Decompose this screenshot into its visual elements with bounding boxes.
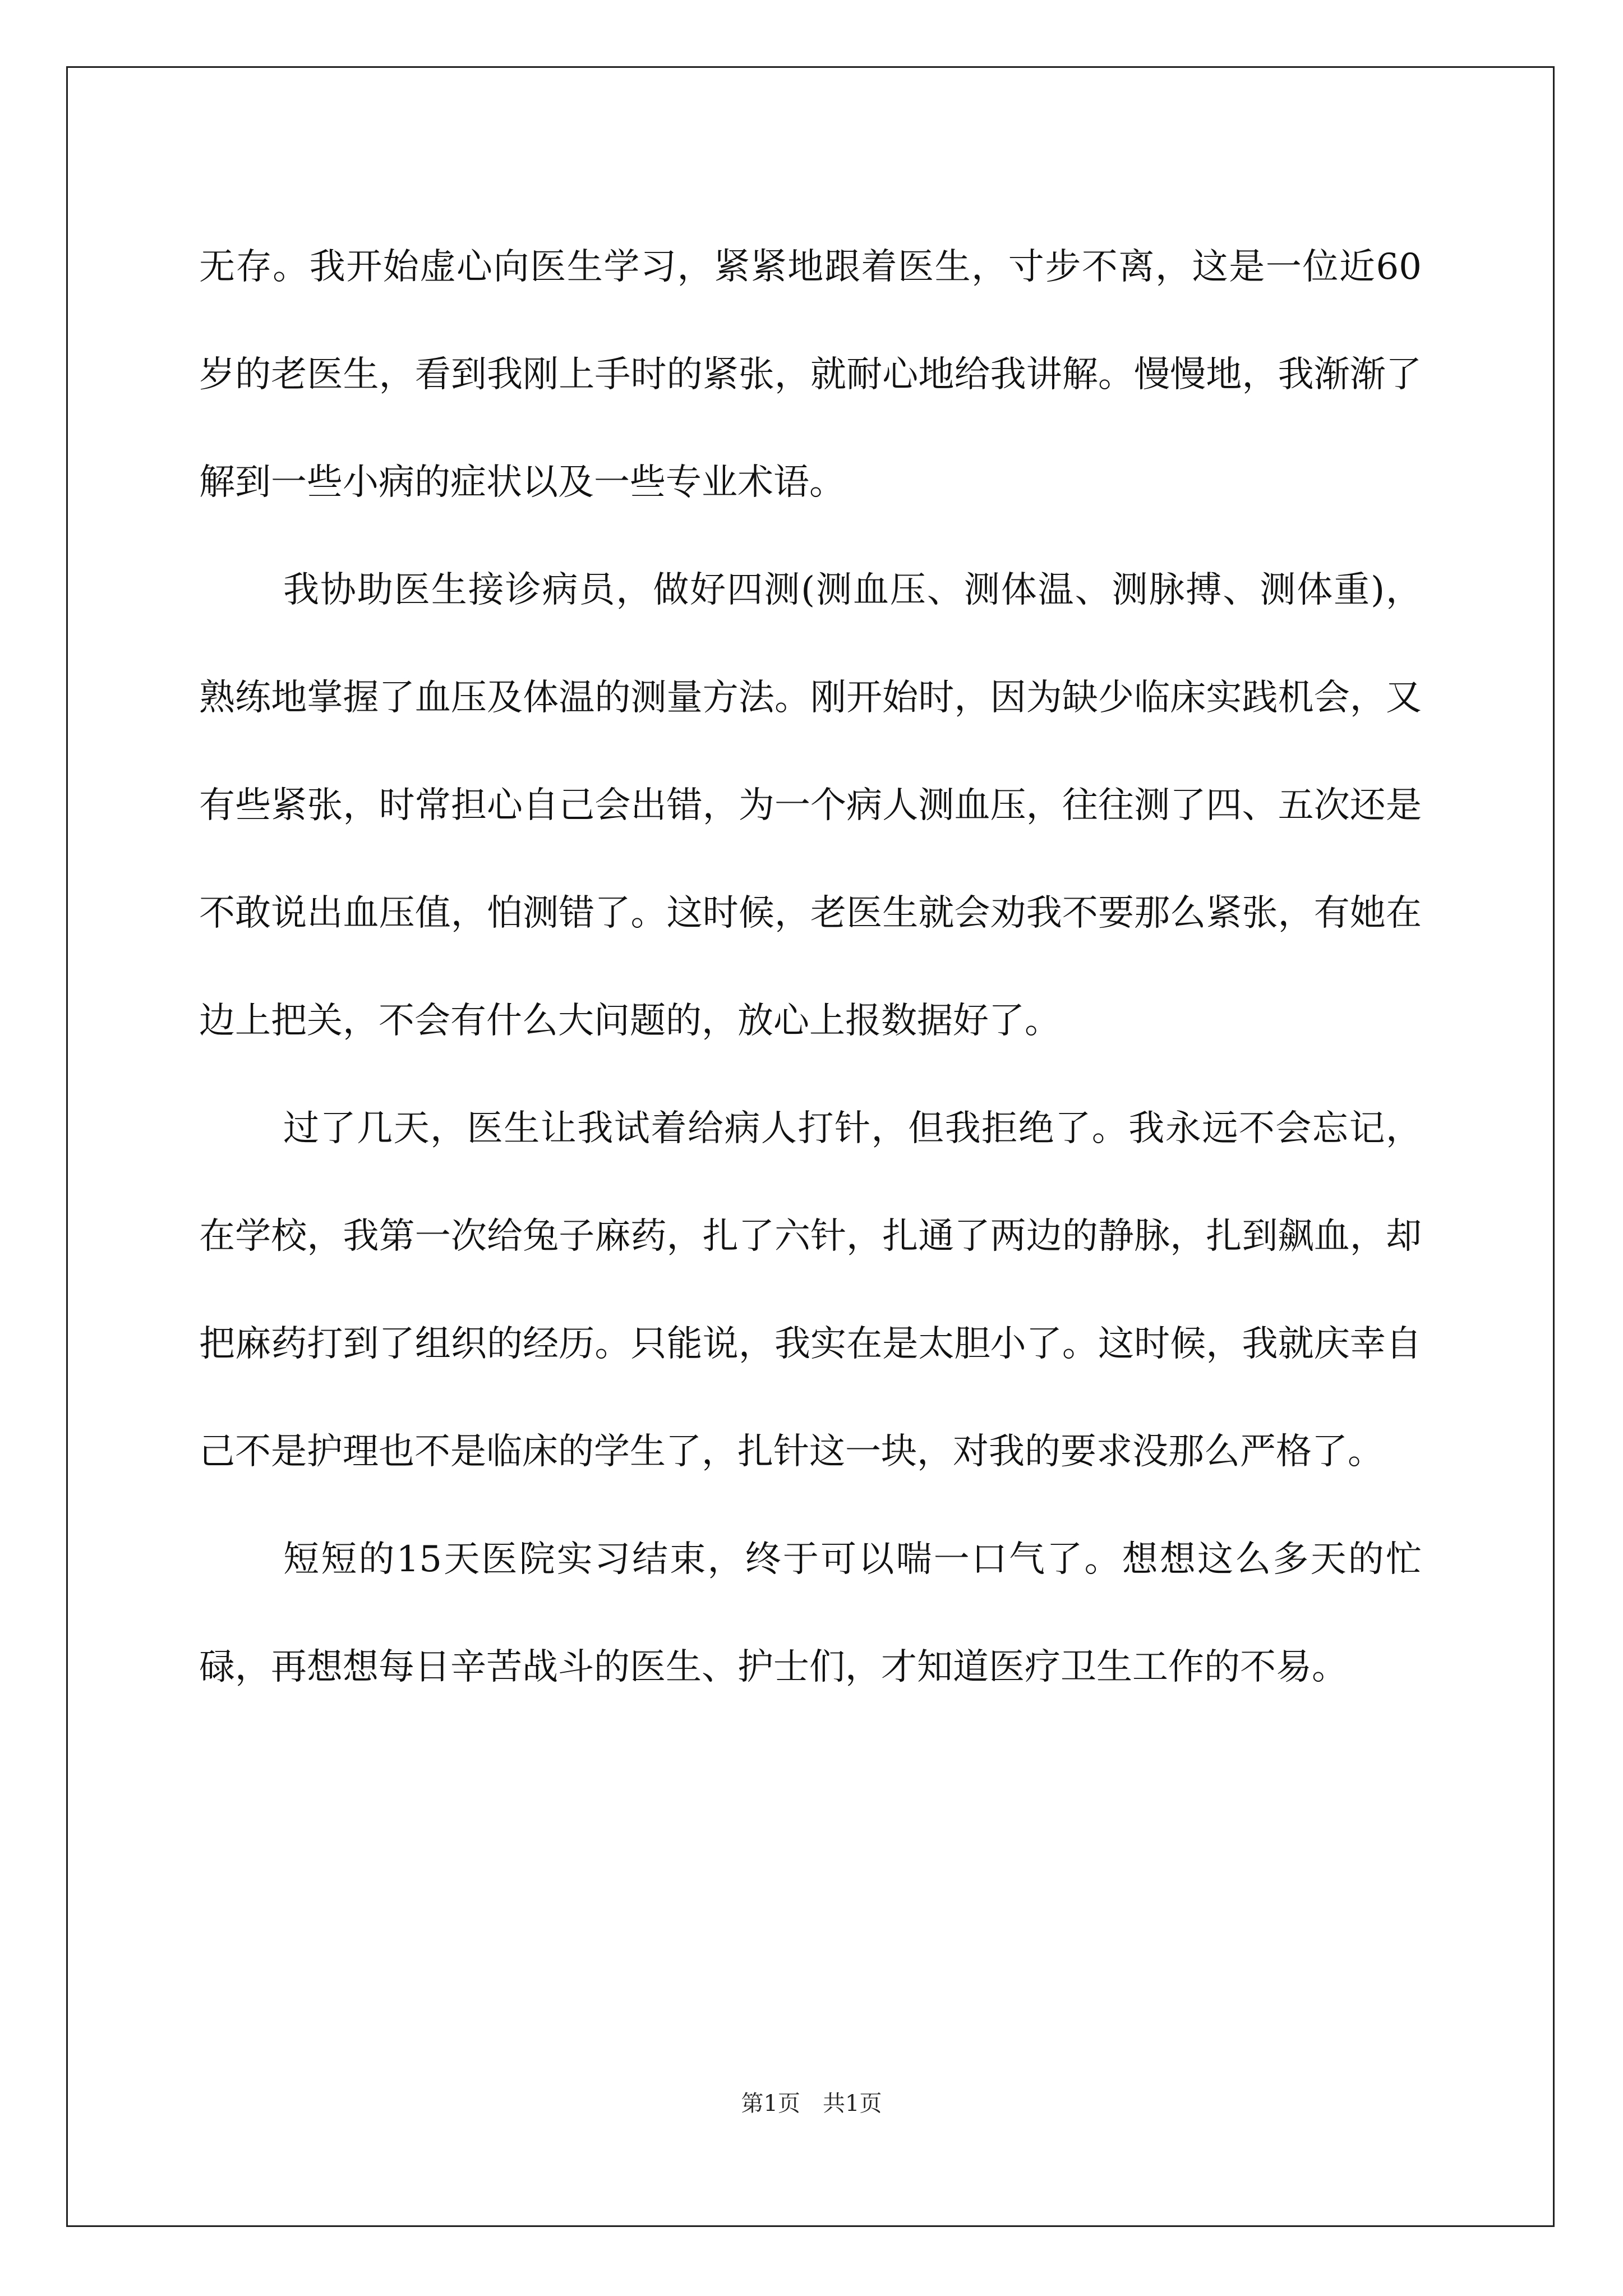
page-number-footer: 第1页 共1页 — [741, 2091, 882, 2116]
paragraph-2: 我协助医生接诊病员，做好四测(测血压、测体温、测脉搏、测体重)，熟练地掌握了血压及体温的测量方法。刚开始时，因为缺少临床实践机会，又有些紧张，时常担心自己会出错，为一个病人测血压，往往测了四、五次还是不敢说出血压值，怕测错了。这时候，老医生就会劝我不要那么紧张，有她在边上把关，不会有什么大问题的，放心上报数据好了。 — [199, 569, 1422, 1042]
paragraph-4: 短短的15天医院实习结束，终于可以喘一口气了。想想这么多天的忙碌，再想想每日辛苦战斗的医生、护士们，才知道医疗卫生工作的不易。 — [199, 1539, 1422, 1688]
paragraph-3: 过了几天，医生让我试着给病人打针，但我拒绝了。我永远不会忘记，在学校，我第一次给兔子麻药，扎了六针，扎通了两边的静脉，扎到飙血，却把麻药打到了组织的经历。只能说，我实在是太胆小了。这时候，我就庆幸自己不是护理也不是临床的学生了，扎针这一块，对我的要求没那么严格了。 — [199, 1108, 1422, 1473]
paragraph-1: 无存。我开始虚心向医生学习，紧紧地跟着医生，寸步不离，这是一位近60岁的老医生，看到我刚上手时的紧张，就耐心地给我讲解。慢慢地，我渐渐了解到一些小病的症状以及一些专业术语。 — [199, 246, 1422, 503]
document-body — [199, 213, 1422, 1721]
